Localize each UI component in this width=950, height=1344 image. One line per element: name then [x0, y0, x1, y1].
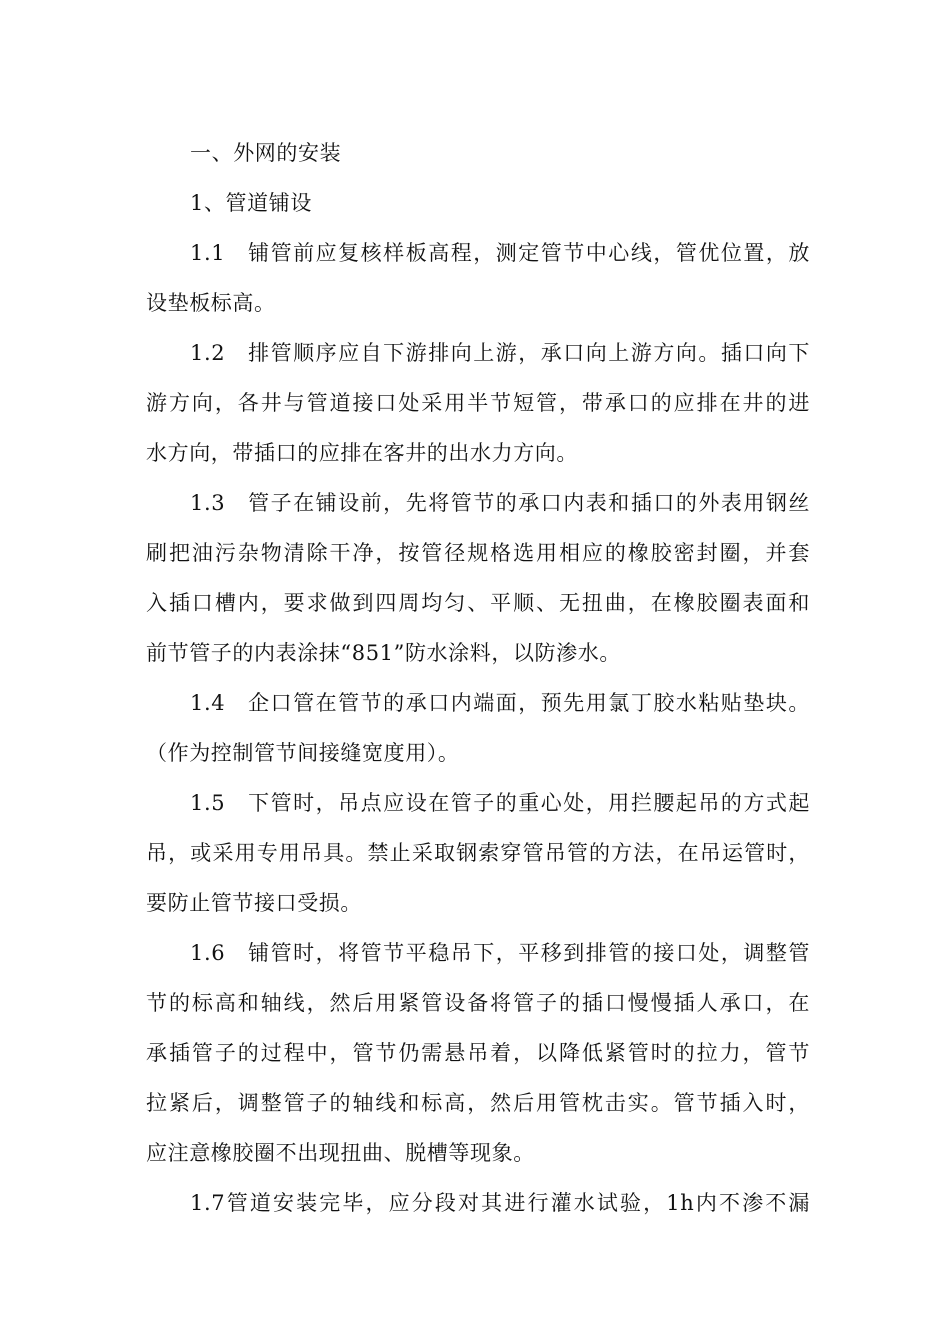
- paragraph-text: 铺管前应复核样板高程，测定管节中心线，管优位置，放: [247, 241, 810, 265]
- paragraph-number: 1.3: [190, 491, 226, 515]
- paragraph-1-6-line-3: 承插管子的过程中，管节仍需悬吊着，以降低紧管时的拉力，管节: [146, 1041, 810, 1065]
- document-body: [146, 128, 810, 1228]
- paragraph-text: 排管顺序应自下游排向上游，承口向上游方向。插口向下: [247, 341, 810, 365]
- paragraph-1-5-line-2: 吊，或采用专用吊具。禁止采取钢索穿管吊管的方法，在吊运管时，: [146, 841, 810, 865]
- paragraph-1-1-line-2: 设垫板标高。: [146, 291, 276, 315]
- paragraph-text: 铺管时，将管节平稳吊下，平移到排管的接口处，调整管: [247, 941, 810, 965]
- paragraph-text: 下管时，吊点应设在管子的重心处，用拦腰起吊的方式起: [247, 791, 810, 815]
- paragraph-number: 1.1: [190, 241, 226, 265]
- paragraph-1-6-line-4: 拉紧后，调整管子的轴线和标高，然后用管枕击实。管节插入时，: [146, 1091, 810, 1115]
- paragraph-1-6-line-5: 应注意橡胶圈不出现扭曲、脱槽等现象。: [146, 1141, 535, 1165]
- paragraph-1-6-line-2: 节的标高和轴线，然后用紧管设备将管子的插口慢慢插人承口，在: [146, 991, 810, 1015]
- paragraph-text: 企口管在管节的承口内端面，预先用氯丁胶水粘贴垫块。: [247, 691, 810, 715]
- section-title: 一、外网的安装: [190, 141, 342, 165]
- paragraph-1-3-line-1: [146, 478, 810, 528]
- paragraph-number: 1.5: [190, 791, 226, 815]
- paragraph-1-1-line-1: [146, 228, 810, 278]
- paragraph-number: 1.2: [190, 341, 226, 365]
- paragraph-1-7-line-1: 1.7管道安装完毕，应分段对其进行灌水试验，1h内不渗不漏: [190, 1191, 810, 1215]
- paragraph-1-5-line-3: 要防止管节接口受损。: [146, 891, 362, 915]
- paragraph-1-3-line-4: 前节管子的内表涂抹“851”防水涂料，以防渗水。: [146, 641, 621, 665]
- paragraph-1-2-line-2: 游方向，各井与管道接口处采用半节短管，带承口的应排在井的进: [146, 391, 810, 415]
- paragraph-number: 1.6: [190, 941, 226, 965]
- subsection-title: 1、管道铺设: [190, 191, 312, 215]
- paragraph-text: 管子在铺设前，先将管节的承口内表和插口的外表用钢丝: [247, 491, 810, 515]
- paragraph-1-4-line-1: [146, 678, 810, 728]
- paragraph-1-4-line-2: （作为控制管节间接缝宽度用）。: [146, 741, 460, 765]
- paragraph-1-2-line-1: [146, 328, 810, 378]
- paragraph-1-5-line-1: [146, 778, 810, 828]
- paragraph-number: 1.4: [190, 691, 226, 715]
- paragraph-1-2-line-3: 水方向，带插口的应排在客井的出水力方向。: [146, 441, 578, 465]
- paragraph-1-3-line-3: 入插口槽内，要求做到四周均匀、平顺、无扭曲，在橡胶圈表面和: [146, 591, 810, 615]
- paragraph-1-6-line-1: [146, 928, 810, 978]
- paragraph-1-3-line-2: 刷把油污杂物清除干净，按管径规格选用相应的橡胶密封圈，并套: [146, 541, 810, 565]
